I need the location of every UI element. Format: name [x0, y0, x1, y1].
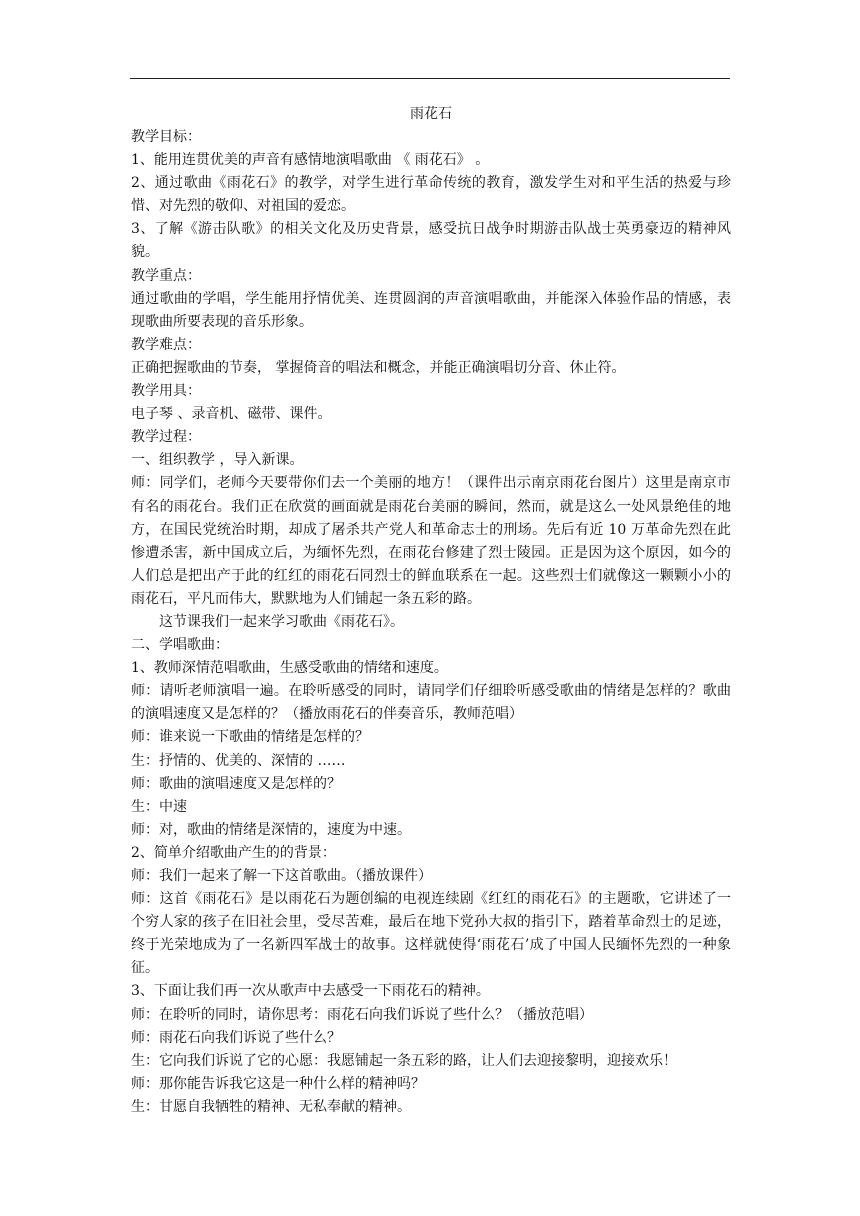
- step-1-heading: 1、教师深情范唱歌曲，生感受歌曲的情绪和速度。: [131, 660, 448, 677]
- intro-paragraph: 师：同学们，老师今天要带你们去一个美丽的地方！（课件出示南京雨花台图片）这里是南京市有名的雨花台。我们正在欣赏的画面就是雨花台美丽的瞬间，然而，就是这么一处风景绝佳的地方，在国民党统治时期，却成了屠杀共产党人和革命志士的刑场。先后有近 10 万革命先烈在此惨遭杀害，新中国成立后，为缅怀先烈，在雨花台修建了烈士陵园。正是因为这个原因，如今的人们总是把出产于此的红红的雨花石同烈士的鲜血联系在一起。这些烈士们就像这一颗颗小小的雨花石，平凡而伟大，默默地为人们铺起一条五彩的路。: [131, 475, 731, 607]
- dialogue-line: 师：这首《雨花石》是以雨花石为题创编的电视连续剧《红红的雨花石》的主题歌，它讲述了一个穷人家的孩子在旧社会里，受尽苦难，最后在地下党孙大叔的指引下，踏着革命烈士的足迹，终于光荣地成为了一名新四军战士的故事。这样就使得‘雨花石’成了中国人民缅怀先烈的一种象征。: [131, 891, 731, 977]
- section-1-heading: 一、组织教学 ，导入新课。: [131, 452, 304, 469]
- materials-text: 电子琴 、录音机、磁带、课件。: [131, 406, 332, 423]
- heading-difficulties: 教学难点：: [131, 336, 201, 353]
- dialogue-line: 师：谁来说一下歌曲的情绪是怎样的？: [131, 729, 369, 746]
- document-body: [131, 103, 731, 1119]
- heading-objectives: 教学目标：: [131, 129, 201, 145]
- header-rule: [130, 78, 730, 79]
- dialogue-line: 师：我们一起来了解一下这首歌曲。（播放课件）: [131, 868, 432, 884]
- dialogue-line: 师：歌曲的演唱速度又是怎样的？: [131, 775, 341, 792]
- dialogue-line: 师：请听老师演唱一遍。在聆听感受的同时，请同学们仔细聆听感受歌曲的情绪是怎样的？歌曲的演唱速度又是怎样的？（播放雨花石的伴奏音乐，教师范唱）: [131, 683, 731, 723]
- heading-process: 教学过程：: [131, 429, 201, 446]
- section-2-heading: 二、学唱歌曲：: [131, 637, 229, 654]
- dialogue-line: 师：那你能告诉我它这是一种什么样的精神吗？: [131, 1075, 425, 1092]
- objective-3: 3、了解《游击队歌》的相关文化及历史背景，感受抗日战争时期游击队战士英勇豪迈的精神风貌。: [131, 221, 731, 261]
- heading-materials: 教学用具：: [131, 383, 201, 400]
- dialogue-line: 师：在聆听的同时，请你思考：雨花石向我们诉说了些什么？（播放范唱）: [131, 1006, 593, 1023]
- dialogue-line: 师：对，歌曲的情绪是深情的，速度为中速。: [131, 821, 411, 838]
- dialogue-line: 生：中速: [131, 798, 187, 815]
- dialogue-line: 生：它向我们诉说了它的心愿：我愿铺起一条五彩的路，让人们去迎接黎明，迎接欢乐！: [131, 1052, 677, 1069]
- heading-key-points: 教学重点：: [131, 267, 201, 284]
- dialogue-line: 师：雨花石向我们诉说了些什么？: [131, 1029, 341, 1046]
- step-3-heading: 3、下面让我们再一次从歌声中去感受一下雨花石的精神。: [131, 983, 490, 1000]
- document-title: 雨花石: [410, 106, 452, 122]
- difficulties-text: 正确把握歌曲的节奏， 掌握倚音的唱法和概念，并能正确演唱切分音、休止符。: [131, 359, 626, 376]
- dialogue-line: 生：抒情的、优美的、深情的 ……: [131, 752, 346, 769]
- step-2-heading: 2、简单介绍歌曲产生的的背景：: [131, 844, 336, 861]
- objective-2: 2、通过歌曲《雨花石》的教学，对学生进行革命传统的教育，激发学生对和平生活的热爱与珍惜、对先烈的敬仰、对祖国的爱恋。: [131, 175, 731, 215]
- objective-1: 1、能用连贯优美的声音有感情地演唱歌曲 《 雨花石》 。: [131, 152, 490, 169]
- key-points-text: 通过歌曲的学唱，学生能用抒情优美、连贯圆润的声音演唱歌曲，并能深入体验作品的情感，表现歌曲所要表现的音乐形象。: [131, 290, 731, 330]
- dialogue-line: 生：甘愿自我牺牲的精神、无私奉献的精神。: [131, 1098, 411, 1115]
- intro-closing: 这节课我们一起来学习歌曲《雨花石》。: [159, 613, 404, 630]
